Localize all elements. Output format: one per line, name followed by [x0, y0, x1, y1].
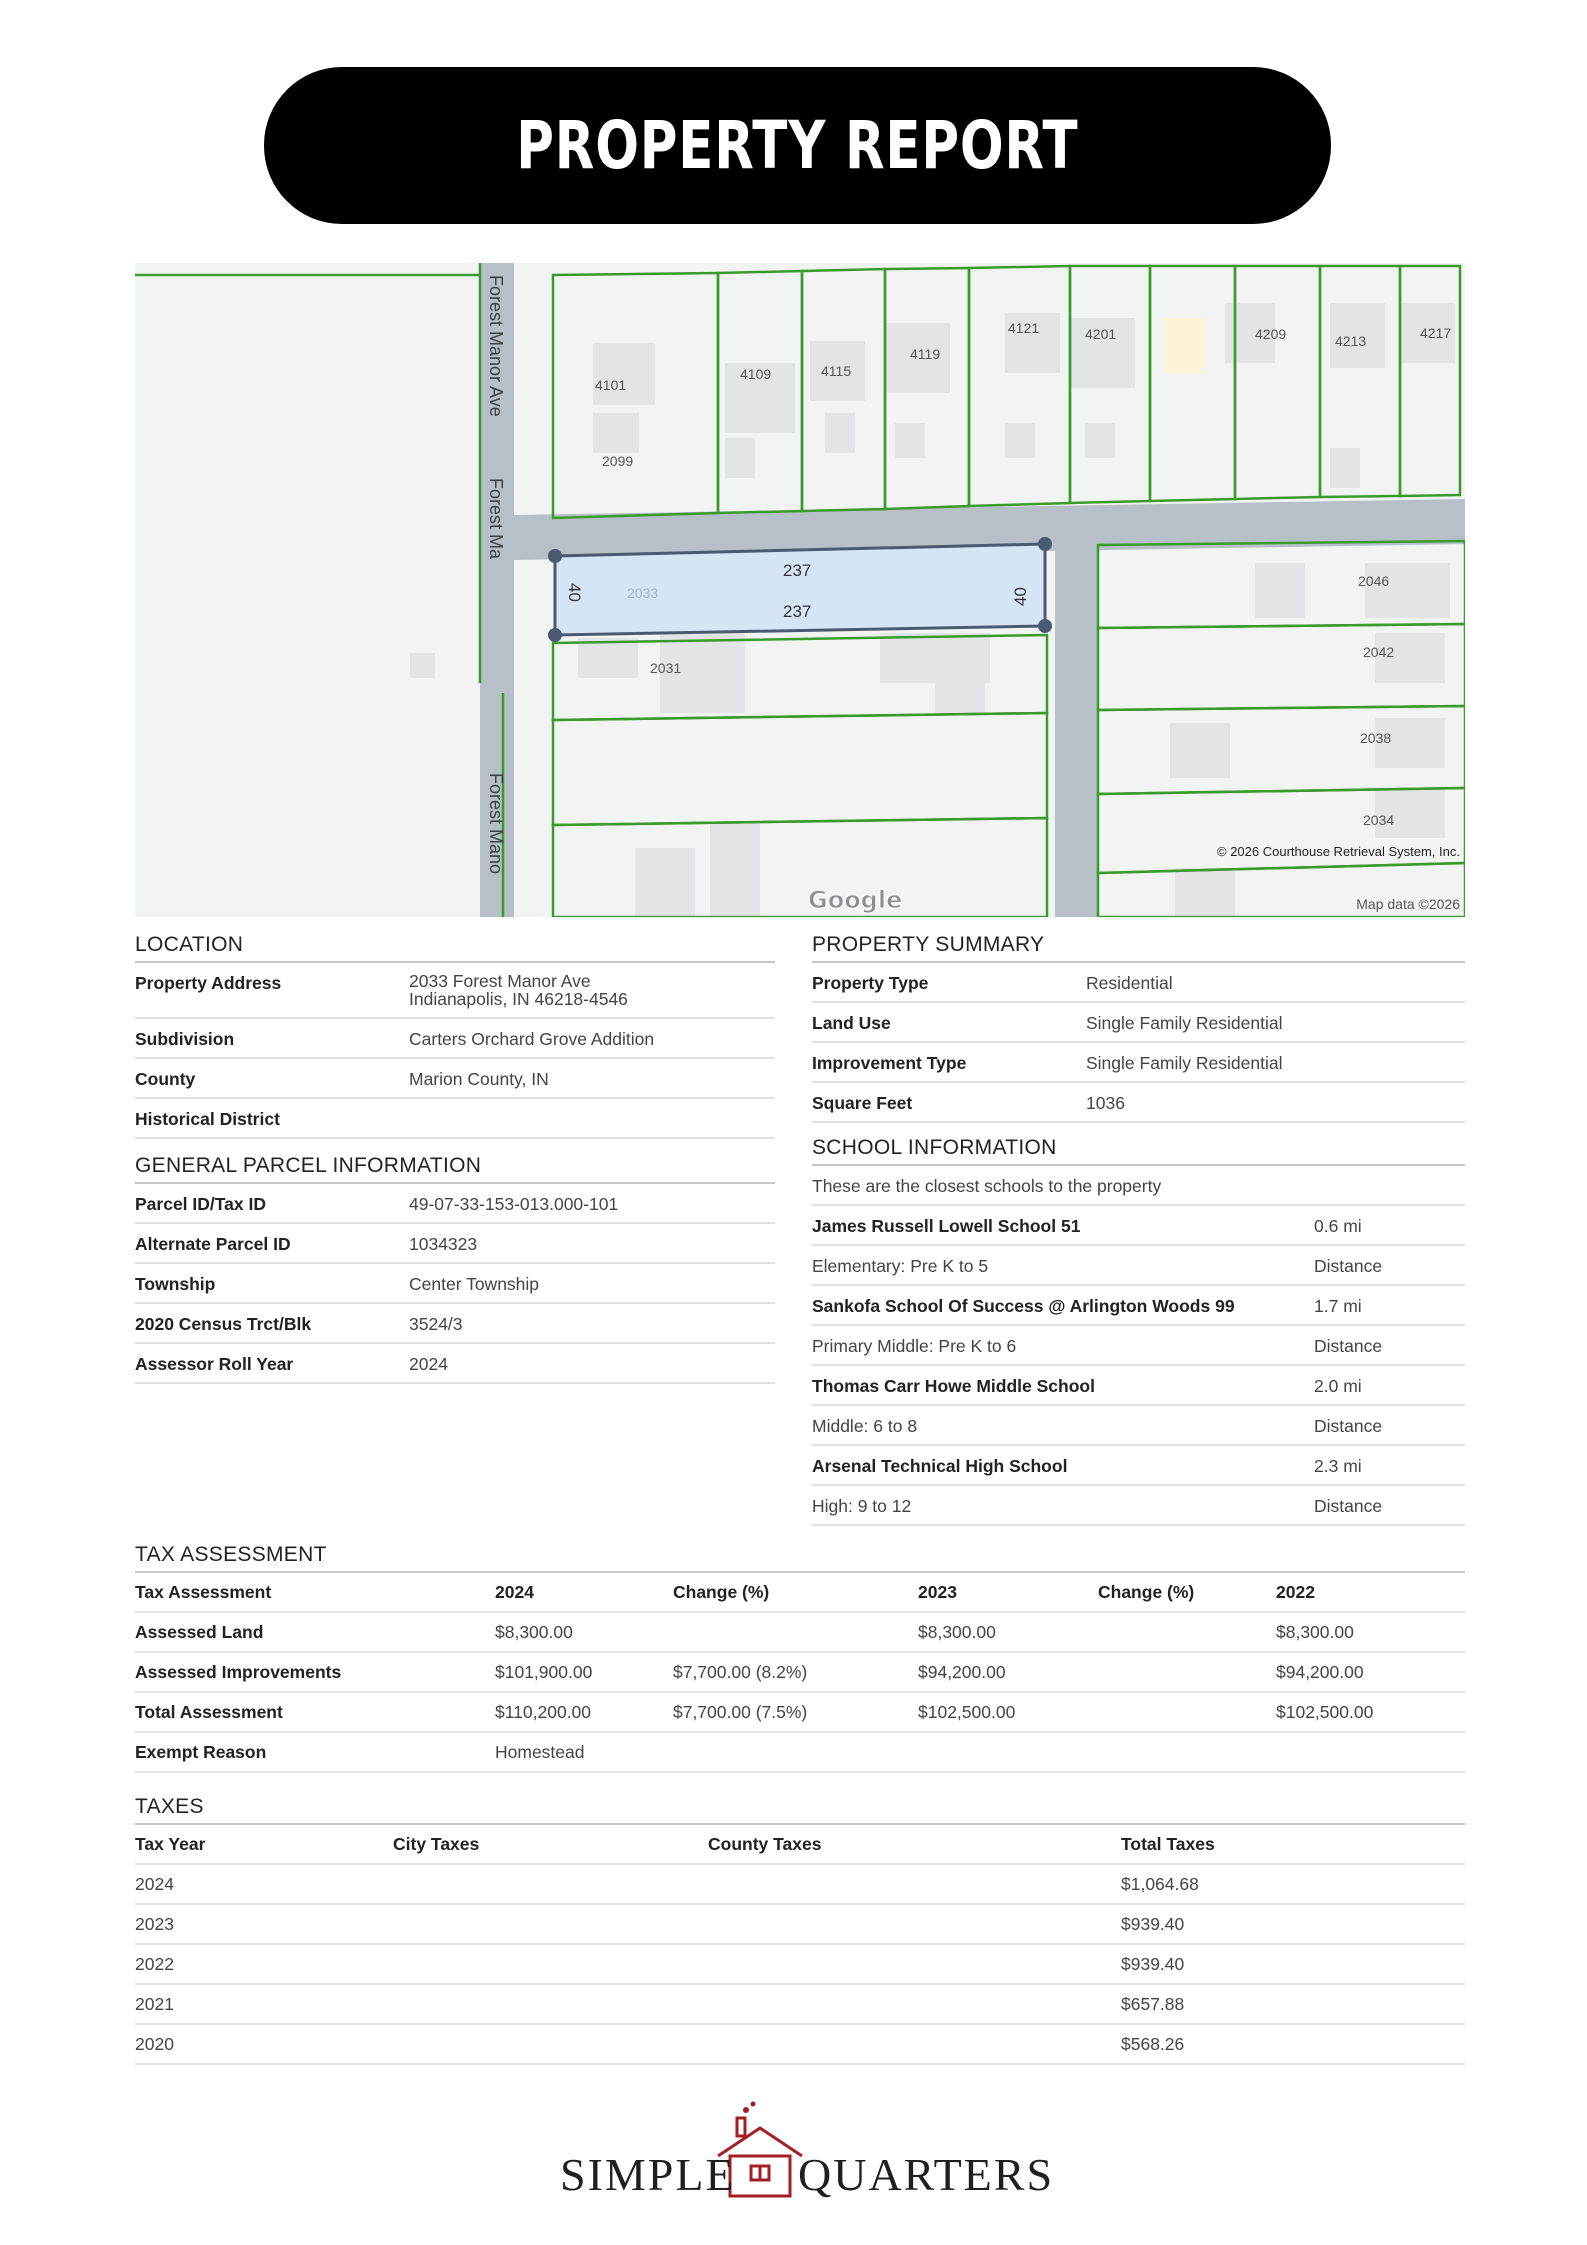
table-cell: $568.26	[1121, 2024, 1465, 2064]
info-row	[135, 1099, 775, 1139]
info-row	[135, 1019, 775, 1059]
table-cell: 2023	[135, 1904, 393, 1944]
school-information-section	[812, 1136, 1465, 1526]
report-title: PROPERTY REPORT	[516, 107, 1079, 184]
table-cell	[1098, 1612, 1276, 1652]
row-label: Property Address	[135, 973, 282, 993]
parcel-dimension-bottom: 237	[783, 602, 812, 621]
parcel-dimension-left: 40	[565, 583, 584, 602]
parcel-map[interactable]	[135, 263, 1465, 917]
google-logo: Google	[808, 886, 903, 914]
column-header: 2022	[1276, 1573, 1465, 1612]
row-label: Land Use	[812, 1013, 891, 1033]
table-cell	[393, 1944, 708, 1984]
house-number: 2046	[1358, 573, 1390, 589]
table-cell: $8,300.00	[1276, 1612, 1465, 1652]
table-cell	[708, 1984, 1121, 2024]
row-label: Parcel ID/Tax ID	[135, 1194, 266, 1214]
section-title: PROPERTY SUMMARY	[812, 933, 1465, 963]
section-title: GENERAL PARCEL INFORMATION	[135, 1154, 775, 1184]
table-cell: 2022	[135, 1944, 393, 1984]
row-label: Township	[135, 1274, 216, 1294]
table-cell: Homestead	[495, 1732, 673, 1772]
taxes-table	[135, 1825, 1465, 2065]
info-row	[135, 1224, 775, 1264]
column-header: Change (%)	[673, 1573, 918, 1612]
table-row	[135, 1692, 1465, 1732]
table-cell	[673, 1612, 918, 1652]
house-number: 4101	[595, 377, 627, 393]
school-level-row	[812, 1326, 1465, 1366]
school-name: Sankofa School Of Success @ Arlington Woods 99	[812, 1296, 1235, 1316]
row-label: Exempt Reason	[135, 1732, 495, 1772]
table-cell: 2024	[135, 1864, 393, 1904]
column-header: Tax Assessment	[135, 1573, 495, 1612]
table-row	[135, 1612, 1465, 1652]
school-name-row	[812, 1446, 1465, 1486]
table-cell: $939.40	[1121, 1944, 1465, 1984]
table-cell: $7,700.00 (8.2%)	[673, 1652, 918, 1692]
info-row	[812, 1043, 1465, 1083]
property-summary-section	[812, 933, 1465, 1123]
house-number: 2031	[650, 660, 682, 676]
table-cell	[1098, 1732, 1276, 1772]
school-name-row	[812, 1286, 1465, 1326]
table-header-row	[135, 1825, 1465, 1864]
row-value: 2024	[409, 1354, 448, 1374]
distance-label: Distance	[1314, 1256, 1383, 1276]
table-row	[135, 1904, 1465, 1944]
table-row	[135, 1984, 1465, 2024]
row-label: Assessed Improvements	[135, 1652, 495, 1692]
address-line-2: Indianapolis, IN 46218-4546	[409, 989, 628, 1009]
house-number: 4217	[1420, 325, 1452, 341]
house-number: 4119	[910, 346, 941, 362]
school-level: High: 9 to 12	[812, 1496, 912, 1516]
row-value: Carters Orchard Grove Addition	[409, 1029, 655, 1049]
info-row	[812, 1003, 1465, 1043]
row-label: Historical District	[135, 1109, 280, 1129]
row-value: 1034323	[409, 1234, 478, 1254]
row-value: 49-07-33-153-013.000-101	[409, 1194, 619, 1214]
info-row	[812, 1083, 1465, 1123]
school-distance: 0.6 mi	[1314, 1216, 1362, 1236]
table-row	[135, 1944, 1465, 1984]
section-title: TAXES	[135, 1795, 1465, 1825]
table-cell	[393, 1864, 708, 1904]
column-header: Tax Year	[135, 1825, 393, 1864]
parcel-number: 2033	[627, 585, 659, 601]
brand-name-left: SIMPLE	[560, 2149, 736, 2200]
row-label: Alternate Parcel ID	[135, 1234, 291, 1254]
street-label: Forest Manor Ave	[486, 275, 506, 417]
tax-assessment-section	[135, 1543, 1465, 1773]
table-row	[135, 1652, 1465, 1692]
school-name: James Russell Lowell School 51	[812, 1216, 1081, 1236]
row-value: Marion County, IN	[409, 1069, 549, 1089]
column-header: City Taxes	[393, 1825, 708, 1864]
row-label: Square Feet	[812, 1093, 913, 1113]
table-cell: $102,500.00	[918, 1692, 1098, 1732]
location-section	[135, 933, 775, 1139]
general-parcel-section	[135, 1154, 775, 1384]
row-value	[409, 972, 628, 1008]
school-name-row	[812, 1366, 1465, 1406]
school-note: These are the closest schools to the property	[812, 1176, 1162, 1196]
table-cell: $8,300.00	[918, 1612, 1098, 1652]
table-cell	[1098, 1652, 1276, 1692]
row-label: Assessor Roll Year	[135, 1354, 294, 1374]
info-row	[135, 1344, 775, 1384]
house-number: 4201	[1085, 326, 1117, 342]
parcel-dimension-right: 40	[1011, 587, 1030, 606]
info-row	[135, 1304, 775, 1344]
table-cell: $939.40	[1121, 1904, 1465, 1944]
map-data-attribution: Map data ©2026	[1356, 896, 1460, 912]
row-value: 3524/3	[409, 1314, 463, 1334]
street-label: Forest Mano	[486, 773, 506, 875]
school-note-row	[812, 1166, 1465, 1206]
map-copyright: © 2026 Courthouse Retrieval System, Inc.	[1217, 844, 1460, 859]
simple-quarters-logo	[560, 2098, 1055, 2208]
table-cell: 2020	[135, 2024, 393, 2064]
house-number: 2038	[1360, 730, 1392, 746]
table-row	[135, 2024, 1465, 2064]
table-cell	[673, 1732, 918, 1772]
column-header: 2023	[918, 1573, 1098, 1612]
school-distance: 1.7 mi	[1314, 1296, 1362, 1316]
row-label: 2020 Census Trct/Blk	[135, 1314, 312, 1334]
parcel-dimension-top: 237	[783, 561, 812, 580]
school-level-row	[812, 1406, 1465, 1446]
section-title: TAX ASSESSMENT	[135, 1543, 1465, 1573]
taxes-section	[135, 1795, 1465, 2065]
row-label: Improvement Type	[812, 1053, 967, 1073]
school-level: Middle: 6 to 8	[812, 1416, 918, 1436]
info-row	[135, 1184, 775, 1224]
school-name: Thomas Carr Howe Middle School	[812, 1376, 1095, 1396]
row-value: Single Family Residential	[1086, 1013, 1283, 1033]
table-cell	[918, 1732, 1098, 1772]
house-number: 2042	[1363, 644, 1395, 660]
house-number: 2099	[602, 453, 634, 469]
parcel-map-graphic	[135, 263, 1465, 917]
table-cell	[393, 2024, 708, 2064]
info-row	[135, 1059, 775, 1099]
street-label: Forest Ma	[486, 478, 506, 560]
row-label: Subdivision	[135, 1029, 235, 1049]
house-number: 4109	[740, 366, 772, 382]
table-cell: $657.88	[1121, 1984, 1465, 2024]
column-header: County Taxes	[708, 1825, 1121, 1864]
column-header: Total Taxes	[1121, 1825, 1465, 1864]
school-distance: 2.0 mi	[1314, 1376, 1362, 1396]
table-cell: $102,500.00	[1276, 1692, 1465, 1732]
table-cell: $101,900.00	[495, 1652, 673, 1692]
table-cell	[708, 1904, 1121, 1944]
row-value: Residential	[1086, 973, 1173, 993]
row-value: 1036	[1086, 1093, 1125, 1113]
school-level-row	[812, 1246, 1465, 1286]
table-cell: $8,300.00	[495, 1612, 673, 1652]
distance-label: Distance	[1314, 1336, 1383, 1356]
info-row	[135, 1264, 775, 1304]
school-level: Elementary: Pre K to 5	[812, 1256, 989, 1276]
table-cell	[708, 1864, 1121, 1904]
row-value: Center Township	[409, 1274, 540, 1294]
house-number: 4121	[1008, 320, 1040, 336]
section-title: SCHOOL INFORMATION	[812, 1136, 1465, 1166]
table-cell: $110,200.00	[495, 1692, 673, 1732]
house-number: 4209	[1255, 326, 1287, 342]
row-label: Total Assessment	[135, 1692, 495, 1732]
school-name: Arsenal Technical High School	[812, 1456, 1068, 1476]
house-number: 4213	[1335, 333, 1367, 349]
table-cell	[1276, 1732, 1465, 1772]
table-cell: $94,200.00	[918, 1652, 1098, 1692]
info-row	[812, 963, 1465, 1003]
house-number: 2034	[1363, 812, 1395, 828]
column-header: Change (%)	[1098, 1573, 1276, 1612]
table-cell: $1,064.68	[1121, 1864, 1465, 1904]
table-cell: 2021	[135, 1984, 393, 2024]
column-header: 2024	[495, 1573, 673, 1612]
table-cell	[1098, 1692, 1276, 1732]
table-cell: $94,200.00	[1276, 1652, 1465, 1692]
table-cell	[393, 1904, 708, 1944]
row-label: County	[135, 1069, 196, 1089]
address-line-1: 2033 Forest Manor Ave	[409, 971, 591, 991]
distance-label: Distance	[1314, 1496, 1383, 1516]
table-row	[135, 1732, 1465, 1772]
brand-name-right: QUARTERS	[798, 2149, 1055, 2200]
distance-label: Distance	[1314, 1416, 1383, 1436]
school-level-row	[812, 1486, 1465, 1526]
table-header-row	[135, 1573, 1465, 1612]
table-cell	[708, 2024, 1121, 2064]
table-cell	[393, 1984, 708, 2024]
report-title-banner	[264, 67, 1331, 224]
table-cell	[708, 1944, 1121, 1984]
school-level: Primary Middle: Pre K to 6	[812, 1336, 1017, 1356]
info-row	[135, 963, 775, 1019]
house-number: 4115	[821, 363, 852, 379]
row-label: Property Type	[812, 973, 929, 993]
school-name-row	[812, 1206, 1465, 1246]
table-cell: $7,700.00 (7.5%)	[673, 1692, 918, 1732]
school-distance: 2.3 mi	[1314, 1456, 1362, 1476]
section-title: LOCATION	[135, 933, 775, 963]
row-label: Assessed Land	[135, 1612, 495, 1652]
table-row	[135, 1864, 1465, 1904]
row-value: Single Family Residential	[1086, 1053, 1283, 1073]
tax-assessment-table	[135, 1573, 1465, 1773]
